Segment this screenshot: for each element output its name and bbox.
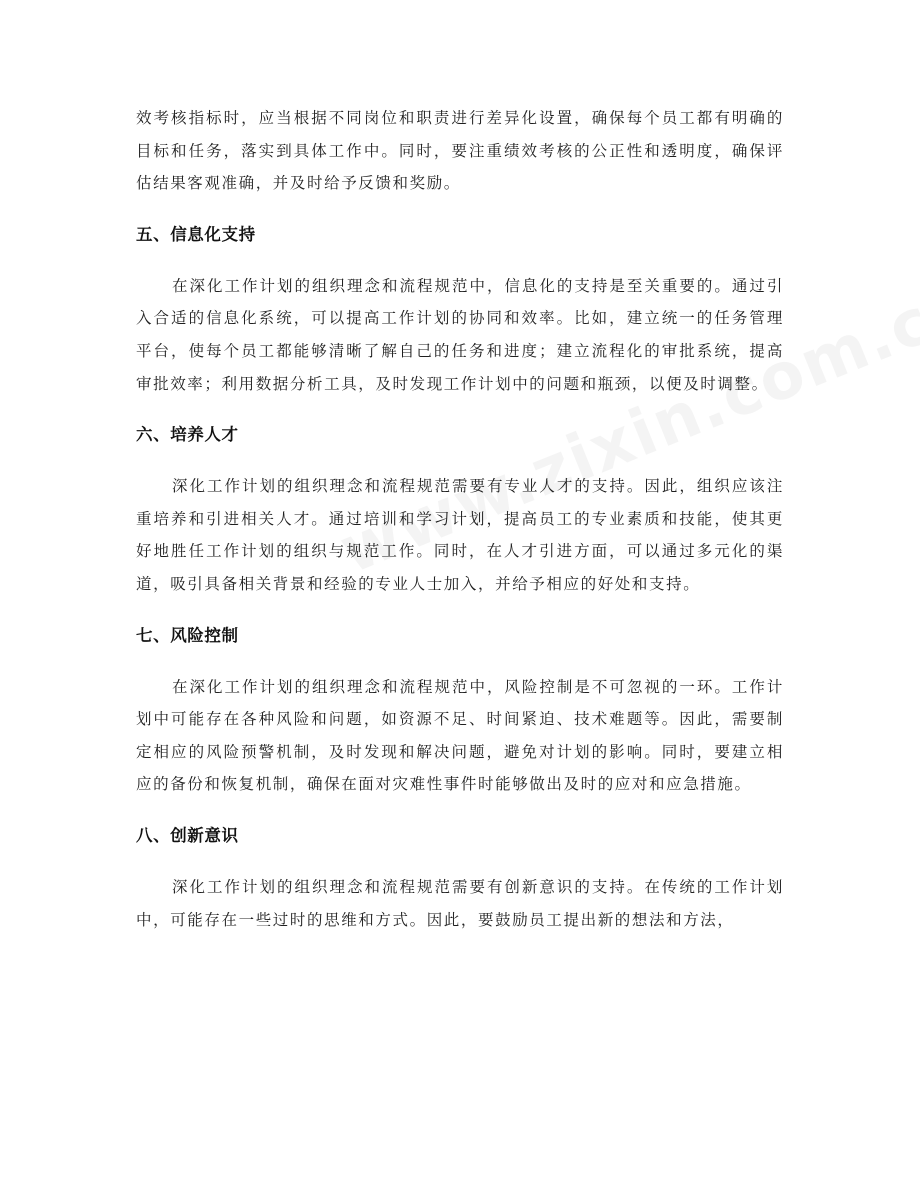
section-7 (136, 622, 784, 801)
section-heading: 五、信息化支持 (136, 224, 256, 244)
section-paragraph: 在深化工作计划的组织理念和流程规范中，风险控制是不可忽视的一环。工作计划中可能存在各种风险和问题，如资源不足、时间紧迫、技术难题等。因此，需要制定相应的风险预警机制，及时发现和解决问题，避免对计划的影响。同时，要建立相应的备份和恢复机制，确保在面对灾难性事件时能够做出及时的应对和应急措施。 (136, 677, 784, 794)
section-paragraph: 深化工作计划的组织理念和流程规范需要有专业人才的支持。因此，组织应该注重培养和引进相关人才。通过培训和学习计划，提高员工的专业素质和技能，使其更好地胜任工作计划的组织与规范工作。同时，在人才引进方面，可以通过多元化的渠道，吸引具备相关背景和经验的专业人士加入，并给予相应的好处和支持。 (136, 477, 784, 593)
document-body (136, 102, 784, 936)
section-paragraph: 深化工作计划的组织理念和流程规范需要有创新意识的支持。在传统的工作计划中，可能存在一些过时的思维和方式。因此，要鼓励员工提出新的想法和方法， (136, 877, 784, 929)
section-heading: 六、培养人才 (136, 425, 239, 445)
section-heading: 七、风险控制 (136, 625, 239, 645)
section-6 (136, 421, 784, 600)
section-5 (136, 221, 784, 400)
section-8 (136, 822, 784, 936)
section-paragraph: 在深化工作计划的组织理念和流程规范中，信息化的支持是至关重要的。通过引入合适的信息化系统，可以提高工作计划的协同和效率。比如，建立统一的任务管理平台，使每个员工都能够清晰了解自己的任务和进度；建立流程化的审批系统，提高审批效率；利用数据分析工具，及时发现工作计划中的问题和瓶颈，以便及时调整。 (136, 276, 784, 393)
intro-paragraph: 效考核指标时，应当根据不同岗位和职责进行差异化设置，确保每个员工都有明确的目标和任务，落实到具体工作中。同时，要注重绩效考核的公正性和透明度，确保评估结果客观准确，并及时给予反馈和奖励。 (136, 109, 784, 193)
section-heading: 八、创新意识 (136, 825, 239, 845)
